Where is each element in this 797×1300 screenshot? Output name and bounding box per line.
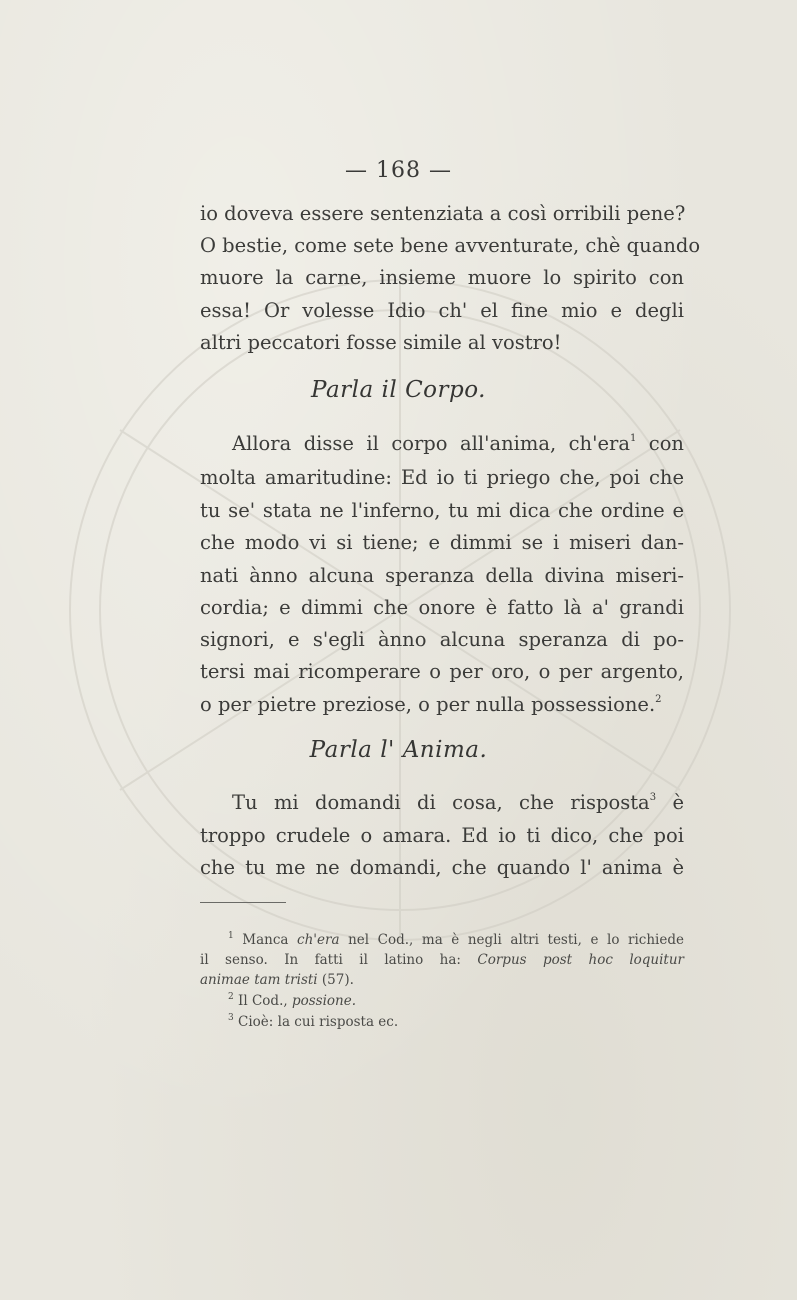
text-line: che modo vi si tiene; e dimmi se i miseri dan- [200,531,684,554]
text-line-with-footnote-ref [232,787,684,819]
text-line: troppo crudele o amara. Ed io ti dico, che poi [200,824,684,847]
text-line: muore la carne, insieme muore lo spirito con [200,266,684,289]
page-number: — 168 — [345,158,452,183]
text-span: (57). [317,972,354,988]
text-line: tu se' stata ne l'inferno, tu mi dica che ordine e [200,499,684,522]
footnote-1-line [200,950,684,970]
footnote-1-line [200,970,684,990]
text-span: nel Cod., ma è negli altri testi, e lo richiede [339,932,684,948]
section-heading-anima: Parla l' Anima. [309,737,488,763]
text-line: nati ànno alcuna speranza della divina miseri- [200,564,684,587]
text-line-with-footnote-ref [232,428,684,460]
text-span: con [636,432,684,455]
footnote-marker: 2 [228,992,234,1002]
footnote-3 [228,1012,684,1032]
text-span: Allora disse il corpo all'anima, ch'era [232,432,630,455]
text-line: che tu me ne domandi, che quando l' anima è [200,856,684,879]
text-span: o per pietre preziose, o per nulla possessione. [200,693,656,716]
text-line: altri peccatori fosse simile al vostro! [200,331,562,354]
footnote-marker: 1 [228,931,234,941]
text-line: O bestie, come sete bene avventurate, chè quando [200,234,701,257]
text-line-with-footnote-ref [200,689,684,721]
footnote-separator [200,902,286,903]
text-line: cordia; e dimmi che onore è fatto là a' grandi [200,596,684,619]
italic-span: animae tam tristi [200,972,318,988]
text-span: Il Cod., [233,993,292,1009]
text-span: il senso. In fatti il latino ha: [200,952,478,968]
footnote-ref: 2 [655,694,662,705]
text-line: io doveva essere sentenziata a così orribili pene? [200,202,686,225]
section-heading-corpo: Parla il Corpo. [311,377,486,403]
italic-span: Corpus post hoc loquitur [477,952,684,968]
footnote-2 [228,991,684,1011]
text-line: tersi mai ricomperare o per oro, o per argento, [200,660,684,683]
footnote-1-line [228,930,684,950]
text-span: Tu mi domandi di cosa, che risposta [232,791,650,814]
text-line: signori, e s'egli ànno alcuna speranza di po- [200,628,684,651]
text-span: è [656,791,684,814]
text-line: molta amaritudine: Ed io ti priego che, poi che [200,466,684,489]
italic-span: ch'era [297,932,340,948]
italic-span: possione. [291,993,356,1009]
text-span: Cioè: la cui risposta ec. [233,1014,399,1030]
footnote-ref: 1 [629,433,637,444]
text-span: Manca [233,932,298,948]
footnote-marker: 3 [228,1013,234,1023]
text-line: essa! Or volesse Idio ch' el fine mio e degli [200,299,684,322]
footnote-ref: 3 [649,792,657,803]
